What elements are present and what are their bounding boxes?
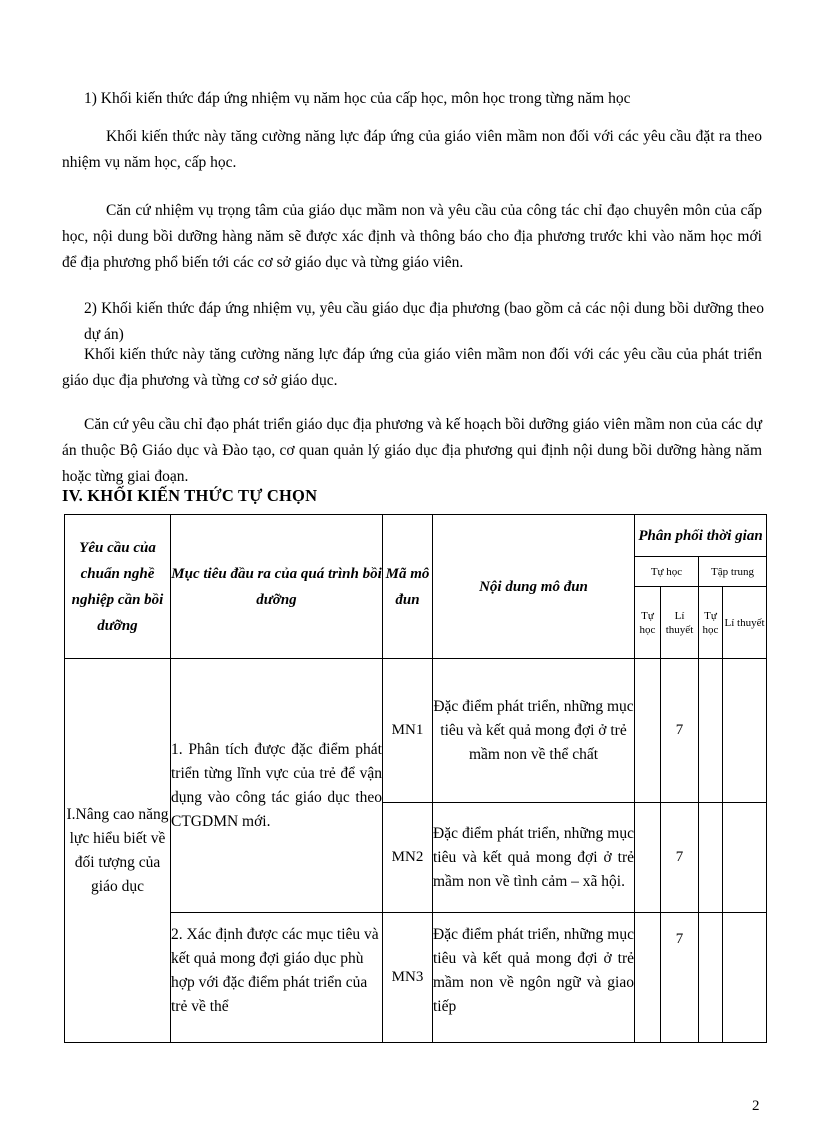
module-code-cell: MN2 (383, 803, 433, 913)
module-code-cell: MN1 (383, 659, 433, 803)
requirement-cell: I.Nâng cao năng lực hiểu biết về đối tượng của giáo dục (65, 659, 171, 1043)
empty-cell (723, 659, 767, 803)
empty-cell (635, 659, 661, 803)
empty-cell (723, 913, 767, 1043)
module-content-cell: Đặc điểm phát triển, những mục tiêu và kết quả mong đợi ở trẻ mầm non về ngôn ngữ và giao tiếp (433, 913, 635, 1043)
module-code-cell: MN3 (383, 913, 433, 1043)
header-time-distribution: Phân phối thời gian (635, 515, 767, 557)
module-content-cell: Đặc điểm phát triển, những mục tiêu và kết quả mong đợi ở trẻ mầm non về thể chất (433, 659, 635, 803)
objective-cell: 1. Phân tích được đặc điểm phát triển từng lĩnh vực của trẻ để vận dụng vào công tác giáo dục theo CTGDMN mới. (171, 659, 383, 913)
paragraph-section-1-description: Khối kiến thức này tăng cường năng lực đáp ứng của giáo viên mầm non đối với các yêu cầu đặt ra theo nhiệm vụ năm học, cấp học. (62, 128, 762, 171)
module-content-cell: Đặc điểm phát triển, những mục tiêu và kết quả mong đợi ở trẻ mầm non về tình cảm – xã hội. (433, 803, 635, 913)
empty-cell (723, 803, 767, 913)
table-row (65, 913, 767, 1043)
header-sub-self-study-2: Tự học (699, 587, 723, 659)
header-sub-theory-1: Lí thuyết (661, 587, 699, 659)
header-concentrated: Tập trung (699, 557, 767, 587)
header-requirement: Yêu cầu của chuẩn nghề nghiệp cần bồi dưỡng (65, 515, 171, 659)
objective-cell: 2. Xác định được các mục tiêu và kết quả mong đợi giáo dục phù hợp với đặc điểm phát triển của trẻ về thể (171, 913, 383, 1043)
elective-knowledge-table (64, 514, 767, 1043)
table-row (65, 659, 767, 803)
empty-cell (635, 803, 661, 913)
page-number: 2 (752, 1098, 760, 1114)
header-module-code: Mã mô đun (383, 515, 433, 659)
empty-cell (699, 803, 723, 913)
header-sub-theory-2: Lí thuyết (723, 587, 767, 659)
empty-cell (699, 659, 723, 803)
header-module-content: Nội dung mô đun (433, 515, 635, 659)
theory-hours-cell: 7 (661, 659, 699, 803)
paragraph-section-1-title: 1) Khối kiến thức đáp ứng nhiệm vụ năm học của cấp học, môn học trong từng năm học (84, 90, 631, 107)
section-heading: IV. KHỐI KIẾN THỨC TỰ CHỌN (62, 486, 318, 505)
paragraph-section-2-basis: Căn cứ yêu cầu chỉ đạo phát triển giáo dục địa phương và kế hoạch bồi dưỡng giáo viên mầm non của các dự án thuộc Bộ Giáo dục và Đào tạo, cơ quan quản lý giáo dục địa phương qui định nội dung bồi dưỡng hàng năm hoặc từng giai đoạn. (62, 416, 762, 485)
header-self-study: Tự học (635, 557, 699, 587)
paragraph-section-1-basis: Căn cứ nhiệm vụ trọng tâm của giáo dục mầm non và yêu cầu của công tác chỉ đạo chuyên môn của cấp học, nội dung bồi dưỡng hàng năm sẽ được xác định và thông báo cho địa phương trước khi vào năm học mới để địa phương phổ biến tới các cơ sở giáo dục và từng giáo viên. (62, 202, 762, 271)
theory-hours-cell: 7 (661, 913, 699, 1043)
header-objective: Mục tiêu đầu ra của quá trình bồi dưỡng (171, 515, 383, 659)
empty-cell (699, 913, 723, 1043)
header-sub-self-study-1: Tự học (635, 587, 661, 659)
theory-hours-cell: 7 (661, 803, 699, 913)
paragraph-section-2-description: Khối kiến thức này tăng cường năng lực đáp ứng của giáo viên mầm non đối với các yêu cầu của phát triển giáo dục địa phương và từng cơ sở giáo dục. (62, 346, 762, 389)
empty-cell (635, 913, 661, 1043)
paragraph-section-2-title: 2) Khối kiến thức đáp ứng nhiệm vụ, yêu cầu giáo dục địa phương (bao gồm cả các nội dung bồi dưỡng theo dự án) (84, 300, 764, 343)
